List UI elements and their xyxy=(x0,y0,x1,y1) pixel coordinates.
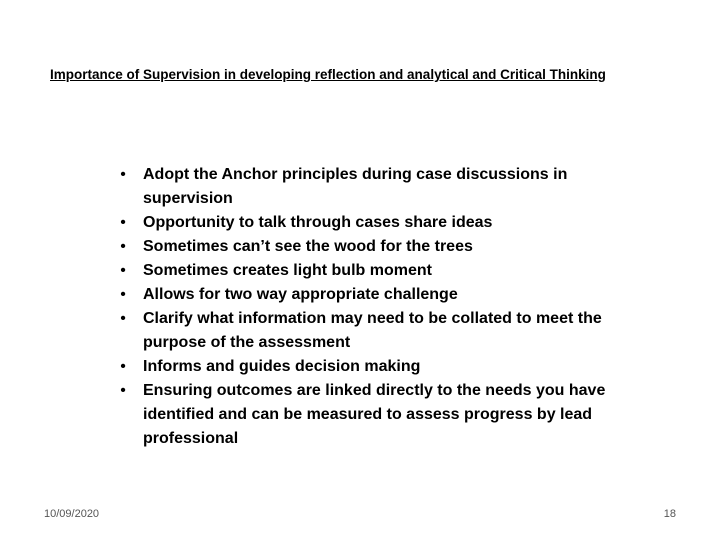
bullet-icon: • xyxy=(120,286,126,303)
bullet-text: Informs and guides decision making xyxy=(143,358,421,375)
bullet-icon: • xyxy=(120,382,126,399)
bullet-text: Adopt the Anchor principles during case discussions in supervision xyxy=(143,166,568,207)
bullet-item xyxy=(116,211,616,235)
bullet-text: Sometimes creates light bulb moment xyxy=(143,262,432,279)
bullet-icon: • xyxy=(120,214,126,231)
footer-date: 10/09/2020 xyxy=(44,508,100,520)
slide-title: Importance of Supervision in developing reflection and analytical and Critical Thinking xyxy=(50,67,606,82)
bullet-item xyxy=(116,355,616,379)
bullet-item xyxy=(116,283,616,307)
bullet-icon: • xyxy=(120,238,126,255)
bullet-text: Sometimes can’t see the wood for the trees xyxy=(143,238,473,255)
bullet-item xyxy=(116,259,616,283)
bullet-text: Allows for two way appropriate challenge xyxy=(143,286,458,303)
bullet-text: Ensuring outcomes are linked directly to the needs you have identified and can be measured to assess progress by lead professional xyxy=(143,382,606,447)
bullet-item xyxy=(116,235,616,259)
page-number: 18 xyxy=(663,508,676,520)
bullet-icon: • xyxy=(120,262,126,279)
bullet-item xyxy=(116,163,616,211)
bullet-item xyxy=(116,379,616,451)
bullet-icon: • xyxy=(120,166,126,183)
bullet-icon: • xyxy=(120,358,126,375)
bullet-item xyxy=(116,307,616,355)
bullet-icon: • xyxy=(120,310,126,327)
bullet-list xyxy=(116,163,616,451)
bullet-text: Clarify what information may need to be collated to meet the purpose of the assessment xyxy=(143,310,602,351)
bullet-text: Opportunity to talk through cases share ideas xyxy=(143,214,493,231)
